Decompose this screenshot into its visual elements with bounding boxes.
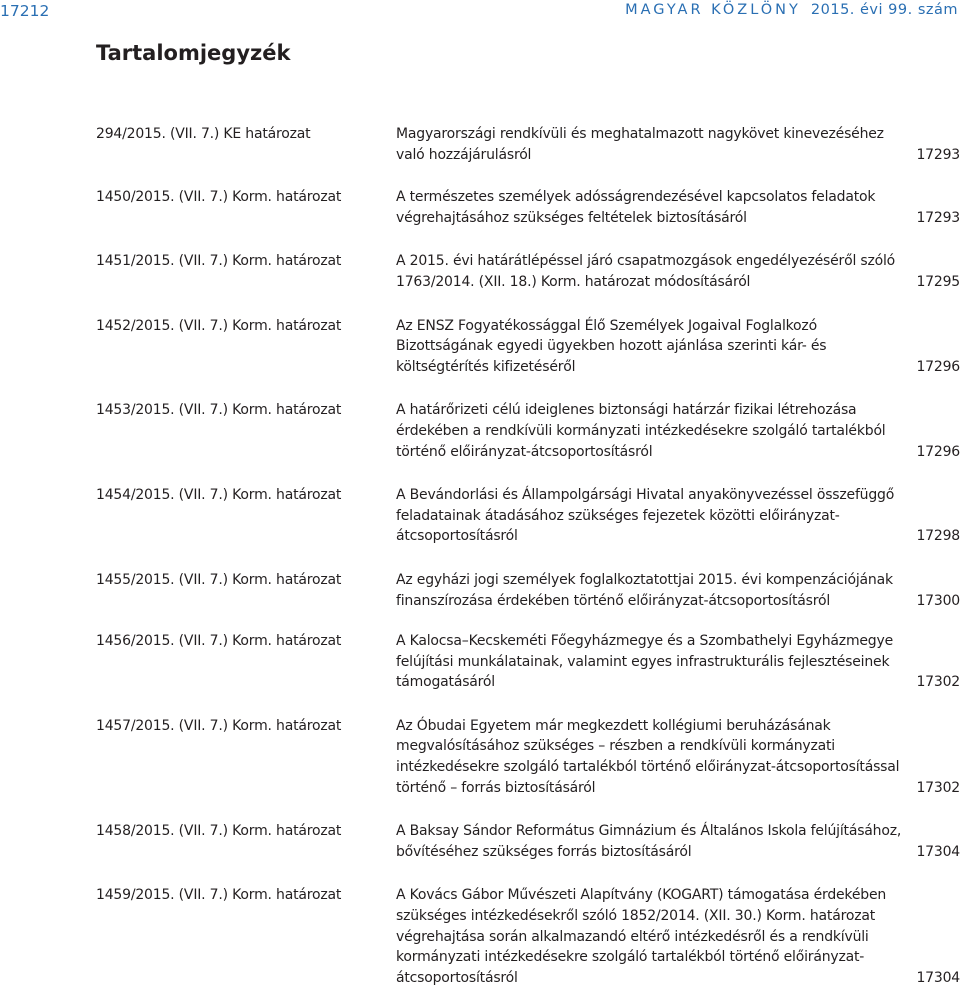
toc-entry	[96, 251, 960, 292]
entry-page-number: 17293	[916, 146, 960, 163]
entry-title: A Kalocsa–Kecskeméti Főegyházmegye és a Szombathelyi Egyházmegye felújítási munkálatainak, valamint egyes infrastrukturális fejlesztéseinek támogatásáról	[396, 633, 893, 691]
entry-description	[396, 716, 960, 798]
entry-description	[396, 251, 960, 292]
toc-entry	[96, 124, 960, 165]
decree-number: 1454/2015. (VII. 7.) Korm. határozat	[96, 487, 342, 504]
entry-page-number: 17304	[916, 843, 960, 860]
entry-description	[396, 187, 960, 228]
entry-description	[396, 885, 960, 988]
entry-page-number: 17298	[916, 528, 960, 545]
decree-number: 1456/2015. (VII. 7.) Korm. határozat	[96, 633, 342, 650]
toc-title: Tartalomjegyzék	[96, 41, 291, 65]
decree-number: 1453/2015. (VII. 7.) Korm. határozat	[96, 402, 342, 419]
toc-entry	[96, 316, 960, 378]
toc-entry	[96, 400, 960, 462]
entry-title: A Bevándorlási és Állampolgársági Hivatal anyakönyvezéssel összefüggő feladatainak átadásához szükséges fejezetek közötti előirányzat-átcsoportosításról	[396, 487, 895, 545]
entry-title: A 2015. évi határátlépéssel járó csapatmozgások engedélyezéséről szóló 1763/2014. (XII. 18.) Korm. határozat módosításáról	[396, 253, 896, 290]
decree-number: 1450/2015. (VII. 7.) Korm. határozat	[96, 189, 342, 206]
entry-description	[396, 316, 960, 378]
entry-description	[396, 485, 960, 547]
entry-title: A természetes személyek adósságrendezésével kapcsolatos feladatok végrehajtásához szükséges feltételek biztosításáról	[396, 189, 876, 226]
toc-entry	[96, 631, 960, 693]
running-header	[0, 0, 960, 28]
entry-title: A határőrizeti célú ideiglenes biztonsági határzár fizikai létrehozása érdekében a rendkívüli kormányzati intézkedésekre szolgáló tartalékból történő előirányzat-átcsoportosításról	[396, 402, 886, 460]
toc-entry	[96, 885, 960, 988]
entry-title: A Baksay Sándor Református Gimnázium és Általános Iskola felújításához, bővítéséhez szükséges forrás biztosításáról	[396, 823, 902, 860]
entry-description	[396, 400, 960, 462]
entry-description	[396, 124, 960, 165]
entry-page-number: 17304	[916, 969, 960, 986]
entry-description	[396, 821, 960, 862]
decree-number: 1457/2015. (VII. 7.) Korm. határozat	[96, 717, 342, 734]
decree-number: 294/2015. (VII. 7.) KE határozat	[96, 126, 311, 142]
entry-title: Az ENSZ Fogyatékossággal Élő Személyek Jogaival Foglalkozó Bizottságának egyedi ügyekben hozott ajánlása szerinti kár- és költségtérítés kifizetéséről	[396, 317, 827, 375]
entry-page-number: 17296	[916, 358, 960, 375]
entry-page-number: 17302	[916, 674, 960, 691]
entry-page-number: 17295	[916, 273, 960, 290]
entry-title: Az Óbudai Egyetem már megkezdett kollégiumi beruházásának megvalósításához szükséges – részben a rendkívüli kormányzati intézkedésekre szolgáló tartalékból történő előirányzat-átcsoportosítással történő – forrás biztosításáról	[396, 717, 900, 796]
toc-entry	[96, 485, 960, 547]
toc-entry	[96, 821, 960, 862]
entry-title: Magyarországi rendkívüli és meghatalmazott nagykövet kinevezéséhez való hozzájárulásról	[396, 126, 884, 163]
toc-entry	[96, 187, 960, 228]
decree-number: 1458/2015. (VII. 7.) Korm. határozat	[96, 823, 342, 840]
decree-number: 1451/2015. (VII. 7.) Korm. határozat	[96, 253, 342, 270]
entry-description	[396, 570, 960, 611]
toc-entry	[96, 716, 960, 798]
toc-list	[96, 124, 960, 988]
entry-page-number: 17296	[916, 443, 960, 460]
journal-name: MAGYAR KÖZLÖNY	[625, 2, 801, 18]
entry-page-number: 17300	[916, 592, 960, 609]
toc-entry	[96, 570, 960, 611]
decree-number: 1459/2015. (VII. 7.) Korm. határozat	[96, 887, 342, 904]
entry-title: Az egyházi jogi személyek foglalkoztatottjai 2015. évi kompenzációjának finanszírozása érdekében történő előirányzat-átcsoportosításról	[396, 571, 893, 609]
decree-number: 1452/2015. (VII. 7.) Korm. határozat	[96, 317, 342, 334]
issue-number: 2015. évi 99. szám	[810, 2, 958, 18]
entry-page-number: 17293	[916, 209, 960, 226]
decree-number: 1455/2015. (VII. 7.) Korm. határozat	[96, 571, 342, 588]
entry-page-number: 17302	[916, 779, 960, 796]
page-number: 17212	[0, 2, 50, 20]
entry-title: A Kovács Gábor Művészeti Alapítvány (KOGART) támogatása érdekében szükséges intézkedésekről szóló 1852/2014. (XII. 30.) Korm. határozat végrehajtása során alkalmazandó eltérő intézkedésről és a rendkívüli kormányzati intézkedésekre szolgáló tartalékból történő előirányzat-átcsoportosításról	[396, 887, 887, 986]
running-title	[625, 2, 958, 18]
entry-description	[396, 631, 960, 693]
